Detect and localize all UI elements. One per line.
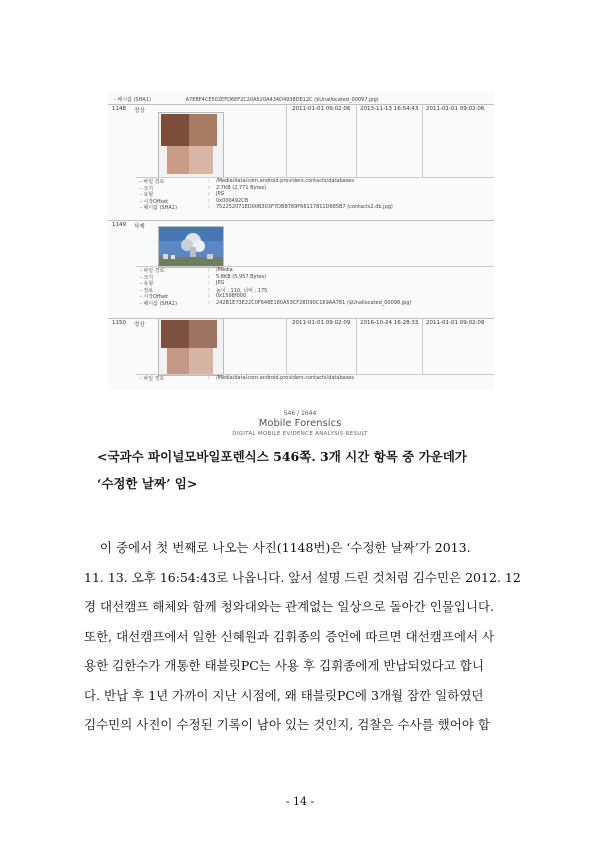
forensic-report-screenshot <box>108 92 494 390</box>
body-line: 경 대선캠프 해체와 함께 청와대와는 관계없는 일상으로 돌아간 인물입니다. <box>84 599 495 614</box>
figure-caption-line-2: ‘수정한 날짜’ 임> <box>97 476 198 491</box>
explosion-image <box>159 227 223 267</box>
body-paragraph <box>84 533 524 740</box>
photo-thumbnail-blurred <box>158 318 224 376</box>
record-status: 정상 <box>134 322 145 328</box>
photo-thumbnail-explosion <box>158 226 224 268</box>
record-number: 1149 <box>112 222 126 228</box>
record-details-1149: - 파일 경로 : /Media - 크기 : 5.8KB (5,957 Bytes) - 유형 : JPG - 정보 : 높이 : 110, 너비 : 175 - 시작Offset : 0x1598f000 - 해시값 (SHA1) : 242B1E73E22C0F648E180A53CF28D90C169AA781 ($Unallocated_00098.jpg) <box>136 266 494 306</box>
page-number: - 14 - <box>285 795 315 808</box>
record-status: 정상 <box>134 108 145 114</box>
report-page-counter: 546 / 1644 <box>283 410 317 417</box>
body-line: 11. 13. 오후 16:54:43로 나옵니다. 앞서 설명 드린 것처럼 김수민은 2012. 12 <box>84 569 521 585</box>
top-hash-line: - 해시값 (SHA1) A7EBF4CE502EFD6EF2C20A520A434D4938DE12C ($Unallocated_00097.jpg) <box>114 97 379 103</box>
record-number: 1148 <box>112 106 126 112</box>
body-line: 이 중에서 첫 번째로 나오는 사진(1148번)은 ‘수정한 날짜’가 2013. <box>84 540 471 555</box>
report-brand-subtitle: DIGITAL MOBILE EVIDENCE ANALYSIS RESULT <box>232 431 368 437</box>
record-details-1148: - 파일 경로 : /Media/data/com.android.providers.contacts/databases - 크기 : 2.7KB (2,771 Bytes) - 유형 : JPG - 시작Offset : 0x000492CB - 해시값 (SHA1) : 752252071ED00B303F7DBB789F66117811D685B7 (contacts2.db.jpg) <box>136 177 494 211</box>
record-number: 1150 <box>112 320 126 326</box>
record-details-1150: - 파일 경로 : /Media/data/com.android.providers.contacts/databases <box>136 374 494 382</box>
body-line: 다. 반납 후 1년 가까이 지난 시점에, 왜 태블릿PC에 3개월 잠깐 일하였던 <box>84 687 484 703</box>
record-status: 삭제 <box>134 224 145 230</box>
record-time-modified: 2016-10-24 16:28:33 <box>360 320 419 326</box>
body-line: 용한 김한수가 개통한 태블릿PC는 사용 후 김휘종에게 반납되었다고 합니 <box>84 658 484 673</box>
record-time-created: 2011-01-01 09:02:09 <box>292 320 351 326</box>
record-time-accessed: 2011-01-01 09:02:09 <box>426 320 485 326</box>
record-time-modified: 2013-11-13 16:54:43 <box>360 106 419 112</box>
record-time-created: 2011-01-01 09:02:06 <box>292 106 351 112</box>
photo-thumbnail-blurred <box>158 112 224 178</box>
body-line: 또한, 대선캠프에서 일한 신혜원과 김휘종의 증언에 따르면 대선캠프에서 사 <box>84 628 495 644</box>
body-line: 김수민의 사진이 수정된 기록이 남아 있는 것인지, 검찰은 수사를 했어야 합 <box>84 717 490 732</box>
figure-caption-line-1: <국과수 파이널모바일포렌식스 546쪽. 3개 시간 항목 중 가운데가 <box>97 449 467 464</box>
record-time-accessed: 2011-01-01 09:02:06 <box>426 106 485 112</box>
report-brand: Mobile Forensics <box>258 418 342 429</box>
